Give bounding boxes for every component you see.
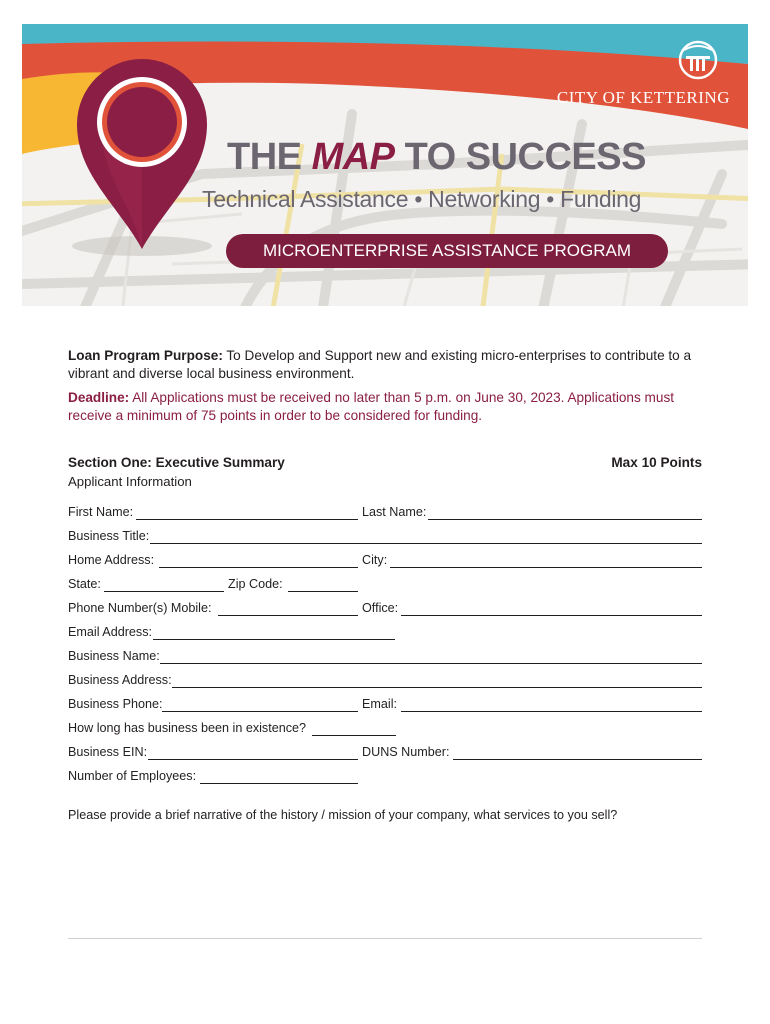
existence-label: How long has business been in existence? xyxy=(68,721,307,735)
state-field[interactable] xyxy=(104,591,224,592)
form-row-email-address xyxy=(68,625,702,643)
duns-field[interactable] xyxy=(453,759,702,760)
form-row-employees xyxy=(68,769,702,787)
last-name-field[interactable] xyxy=(428,519,702,520)
purpose-label: Loan Program Purpose: xyxy=(68,348,223,363)
title-emphasis: MAP xyxy=(311,136,395,178)
form-row-state-zip xyxy=(68,577,702,595)
business-name-field[interactable] xyxy=(160,663,702,664)
business-title-label: Business Title: xyxy=(68,529,150,543)
program-badge: MICROENTERPRISE ASSISTANCE PROGRAM xyxy=(226,234,668,268)
purpose-text: To Develop and Support new and existing micro-enterprises to contribute to a vibrant and diverse local business environment. xyxy=(68,348,692,381)
business-phone-label: Business Phone: xyxy=(68,697,163,711)
form-row-home-address xyxy=(68,553,702,571)
ein-field[interactable] xyxy=(148,759,358,760)
phone-mobile-field[interactable] xyxy=(218,615,358,616)
form-row-business-phone xyxy=(68,697,702,715)
header-banner xyxy=(22,24,748,306)
section-title: Section One: Executive Summary xyxy=(68,455,285,470)
existence-field[interactable] xyxy=(312,735,396,736)
email-address-label: Email Address: xyxy=(68,625,152,639)
zip-label: Zip Code: xyxy=(228,577,283,591)
purpose-paragraph xyxy=(68,347,708,383)
email-field[interactable] xyxy=(401,711,702,712)
page-title xyxy=(227,136,727,179)
title-part-2: TO SUCCESS xyxy=(394,136,646,178)
zip-field[interactable] xyxy=(288,591,358,592)
business-address-label: Business Address: xyxy=(68,673,172,687)
business-address-field[interactable] xyxy=(172,687,702,688)
last-name-label: Last Name: xyxy=(362,505,427,519)
section-points: Max 10 Points xyxy=(611,455,702,470)
city-logo-icon xyxy=(580,38,730,88)
form-row-ein xyxy=(68,745,702,763)
home-address-label: Home Address: xyxy=(68,553,155,567)
divider xyxy=(68,938,702,939)
form-row-business-address xyxy=(68,673,702,691)
form-row-name xyxy=(68,505,702,523)
state-label: State: xyxy=(68,577,101,591)
first-name-field[interactable] xyxy=(136,519,358,520)
email-address-field[interactable] xyxy=(153,639,395,640)
narrative-prompt: Please provide a brief narrative of the history / mission of your company, what services to you sell? xyxy=(68,808,618,822)
subtitle: Technical Assistance • Networking • Funding xyxy=(202,186,642,212)
section-heading xyxy=(68,455,702,470)
city-label: City: xyxy=(362,553,388,567)
ein-label: Business EIN: xyxy=(68,745,148,759)
business-title-field[interactable] xyxy=(150,543,702,544)
business-phone-field[interactable] xyxy=(162,711,358,712)
employees-label: Number of Employees: xyxy=(68,769,197,783)
email-label: Email: xyxy=(362,697,397,711)
title-part-1: THE xyxy=(227,136,312,178)
business-name-label: Business Name: xyxy=(68,649,160,663)
duns-label: DUNS Number: xyxy=(362,745,450,759)
form-row-business-name xyxy=(68,649,702,667)
home-address-field[interactable] xyxy=(159,567,358,568)
city-field[interactable] xyxy=(390,567,702,568)
deadline-label: Deadline: xyxy=(68,390,130,405)
deadline-paragraph xyxy=(68,389,708,425)
employees-field[interactable] xyxy=(200,783,358,784)
city-logo xyxy=(556,38,730,118)
deadline-text: All Applications must be received no later than 5 p.m. on June 30, 2023. Applications must receive a minimum of 75 points in order to be considered for funding. xyxy=(68,390,675,423)
office-field[interactable] xyxy=(401,615,702,616)
form-row-phone xyxy=(68,601,702,619)
form-row-existence xyxy=(68,721,702,739)
city-logo-text: CITY OF KETTERING xyxy=(556,88,730,107)
section-subtitle: Applicant Information xyxy=(68,474,192,489)
office-label: Office: xyxy=(362,601,399,615)
phone-mobile-label: Phone Number(s) Mobile: xyxy=(68,601,212,615)
form-row-business-title xyxy=(68,529,702,547)
first-name-label: First Name: xyxy=(68,505,134,519)
